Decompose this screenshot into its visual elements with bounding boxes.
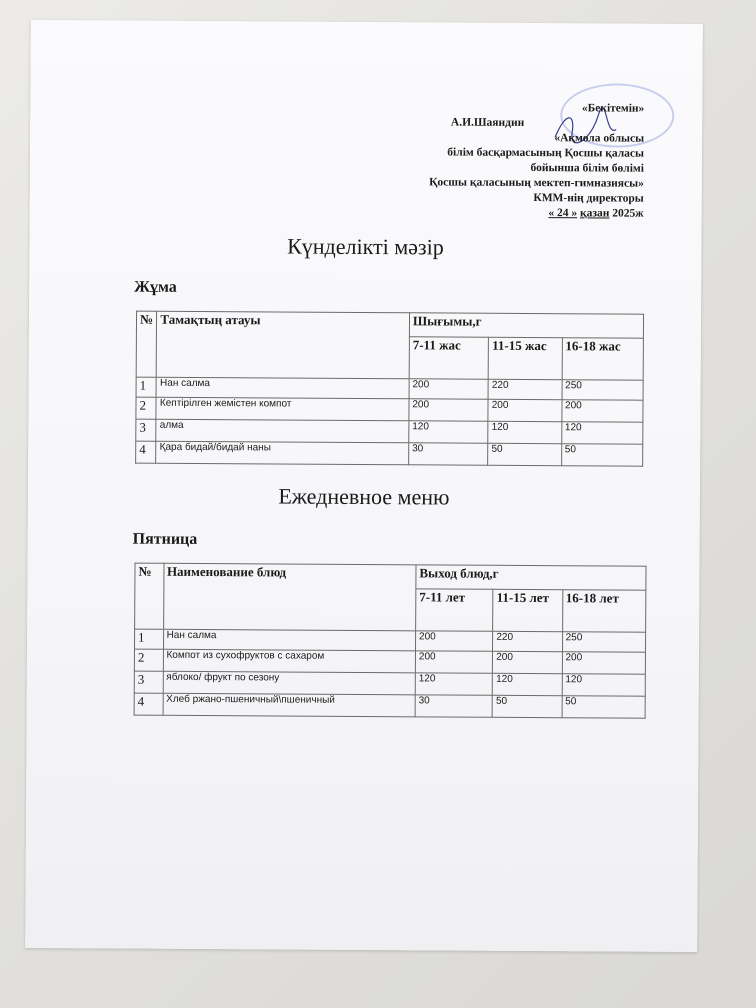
table-row — [136, 397, 643, 422]
yield-value: 30 — [415, 695, 492, 717]
col-name-header: Наименование блюд — [163, 563, 416, 631]
yield-value: 50 — [492, 695, 561, 717]
row-no: 3 — [134, 671, 163, 693]
col-name-header: Тамақтың атауы — [157, 311, 410, 379]
yield-value: 220 — [488, 379, 561, 399]
approval-line: «Бекітемін» — [581, 102, 645, 115]
row-no: 4 — [134, 693, 163, 715]
yield-value: 50 — [561, 444, 643, 466]
age-header: 16-18 жас — [562, 338, 644, 380]
yield-value: 200 — [493, 651, 562, 673]
dish-name: Нан салма — [156, 377, 409, 399]
table-row — [134, 693, 645, 718]
document-page — [25, 20, 703, 952]
approval-block — [344, 100, 645, 222]
date-day: « 24 » — [548, 207, 578, 220]
age-header: 7-11 жас — [409, 337, 489, 379]
table-row — [136, 419, 643, 444]
ru-menu-table — [134, 563, 647, 719]
dish-name: Хлеб ржано-пшеничный\пшеничный — [163, 693, 416, 717]
yield-value: 120 — [415, 673, 492, 695]
yield-value: 120 — [409, 421, 489, 443]
dish-name: Нан салма — [163, 629, 416, 651]
yield-value: 200 — [409, 399, 489, 421]
dish-name: Компот из сухофруктов с сахаром — [163, 649, 416, 673]
age-header: 16-18 лет — [562, 590, 646, 633]
row-no: 1 — [134, 629, 163, 649]
row-no: 4 — [136, 441, 157, 463]
col-no-header: № — [135, 563, 164, 629]
date-month: қазан — [580, 207, 610, 220]
approval-signatory: А.И.Шаяндин — [450, 116, 525, 129]
yield-value: 200 — [409, 379, 489, 399]
table-row — [134, 649, 645, 674]
dish-name: яблоко/ фрукт по сезону — [163, 671, 416, 695]
col-yield-header: Шығымы,г — [409, 313, 643, 338]
dish-name: Кептірілген жемістен компот — [156, 397, 409, 421]
dish-name: Қара бидай/бидай наны — [156, 441, 409, 465]
row-no: 1 — [136, 377, 157, 397]
table-row — [136, 441, 643, 466]
row-no: 2 — [136, 397, 157, 419]
yield-value: 120 — [493, 673, 562, 695]
age-header: 11-15 лет — [493, 589, 562, 631]
yield-value: 120 — [488, 421, 561, 443]
yield-value: 200 — [561, 400, 643, 422]
col-no-header: № — [136, 311, 157, 377]
yield-value: 200 — [415, 631, 492, 651]
age-header: 11-15 жас — [488, 337, 562, 379]
row-no: 3 — [136, 419, 157, 441]
kz-title: Күнделікті мәзір — [287, 233, 444, 260]
yield-value: 220 — [493, 631, 562, 651]
yield-value: 50 — [488, 443, 561, 465]
yield-value: 120 — [561, 422, 643, 444]
date-year: 2025ж — [612, 207, 644, 220]
row-no: 2 — [134, 649, 163, 671]
dish-name: алма — [156, 419, 409, 443]
ru-day: Пятница — [132, 530, 198, 548]
kz-menu-table — [135, 311, 644, 467]
approval-line: «Ақмола облысы — [554, 132, 645, 145]
approval-line: КММ-нің директоры — [533, 192, 644, 205]
approval-date — [344, 205, 644, 222]
approval-line: білім басқармасының Қосшы қаласы — [447, 146, 645, 160]
table-row — [134, 671, 645, 696]
ru-title: Ежедневное меню — [278, 483, 450, 510]
approval-line: Қосшы қаласының мектеп-гимназиясы» — [429, 176, 644, 190]
yield-value: 200 — [562, 652, 646, 675]
col-yield-header: Выход блюд,г — [416, 565, 646, 590]
yield-value: 50 — [562, 696, 646, 719]
yield-value: 250 — [562, 380, 644, 400]
yield-value: 200 — [488, 399, 561, 421]
kz-day: Жұма — [134, 278, 177, 296]
age-header: 7-11 лет — [416, 589, 494, 631]
yield-value: 120 — [562, 674, 646, 697]
yield-value: 250 — [562, 632, 646, 653]
approval-line: бойынша білім бөлімі — [530, 162, 644, 175]
yield-value: 200 — [415, 651, 492, 673]
yield-value: 30 — [409, 443, 489, 465]
